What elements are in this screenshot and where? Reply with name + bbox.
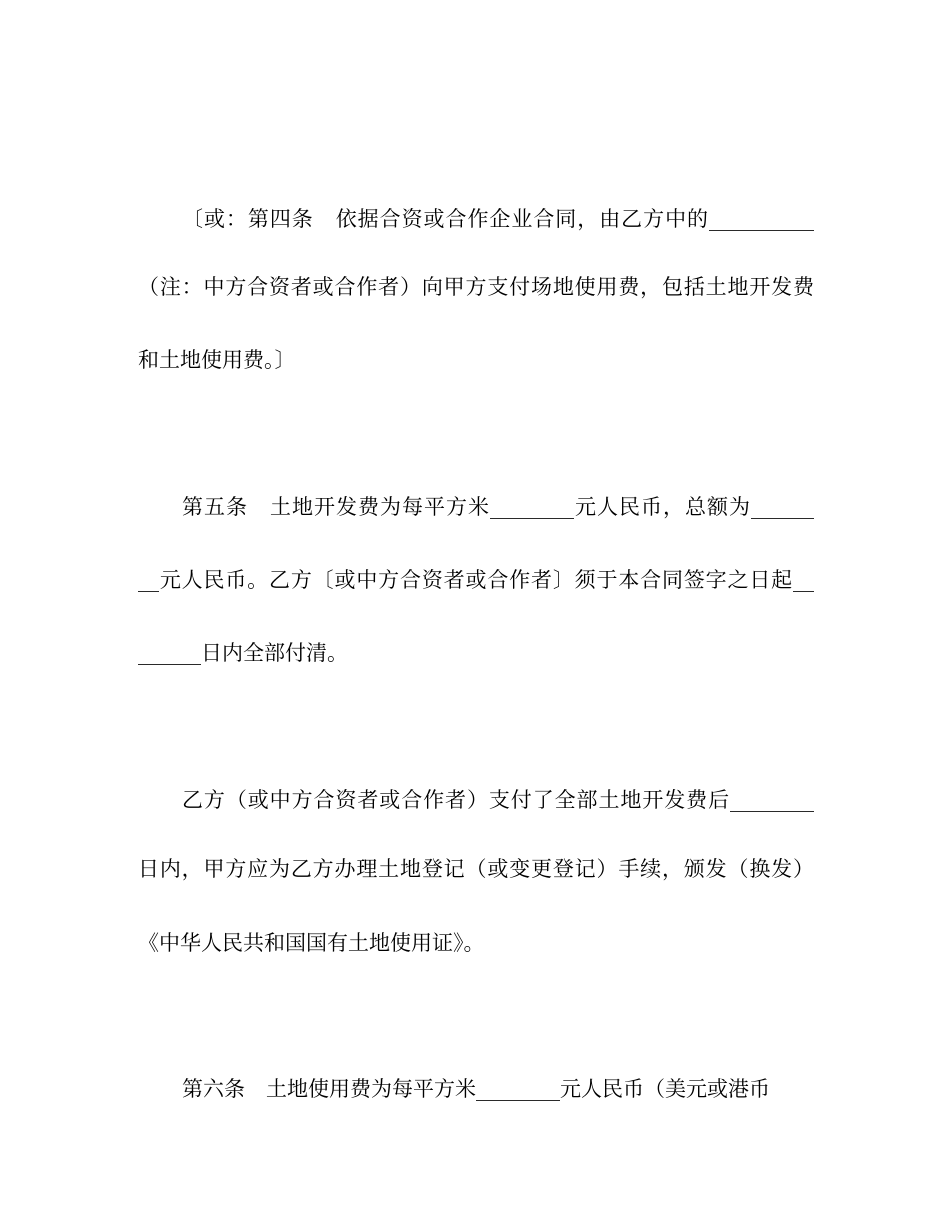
paragraph-3-line-3: 《中华人民共和国国有土地使用证》。 bbox=[138, 931, 485, 955]
paragraph-1-line-1: 〔或：第四条 依据合资或合作企业合同，由乙方中的__________ bbox=[182, 207, 814, 231]
paragraph-1-line-3: 和土地使用费。〕 bbox=[138, 348, 296, 372]
paragraph-3-line-2: 日内，甲方应为乙方办理土地登记（或变更登记）手续，颁发（换发） bbox=[138, 857, 814, 881]
paragraph-4-line-1: 第六条 土地使用费为每平方米________元人民币（美元或港币 bbox=[182, 1077, 770, 1101]
paragraph-2-line-2: __元人民币。乙方〔或中方合资者或合作者〕须于本合同签字之日起__ bbox=[138, 568, 814, 592]
paragraph-2-line-1: 第五条 土地开发费为每平方米________元人民币，总额为______ bbox=[182, 495, 814, 519]
paragraph-1-line-2: （注：中方合资者或合作者）向甲方支付场地使用费，包括土地开发费 bbox=[138, 275, 814, 299]
paragraph-2-line-3: ______日内全部付清。 bbox=[138, 641, 348, 665]
paragraph-3-line-1: 乙方（或中方合资者或合作者）支付了全部土地开发费后________ bbox=[182, 788, 814, 812]
